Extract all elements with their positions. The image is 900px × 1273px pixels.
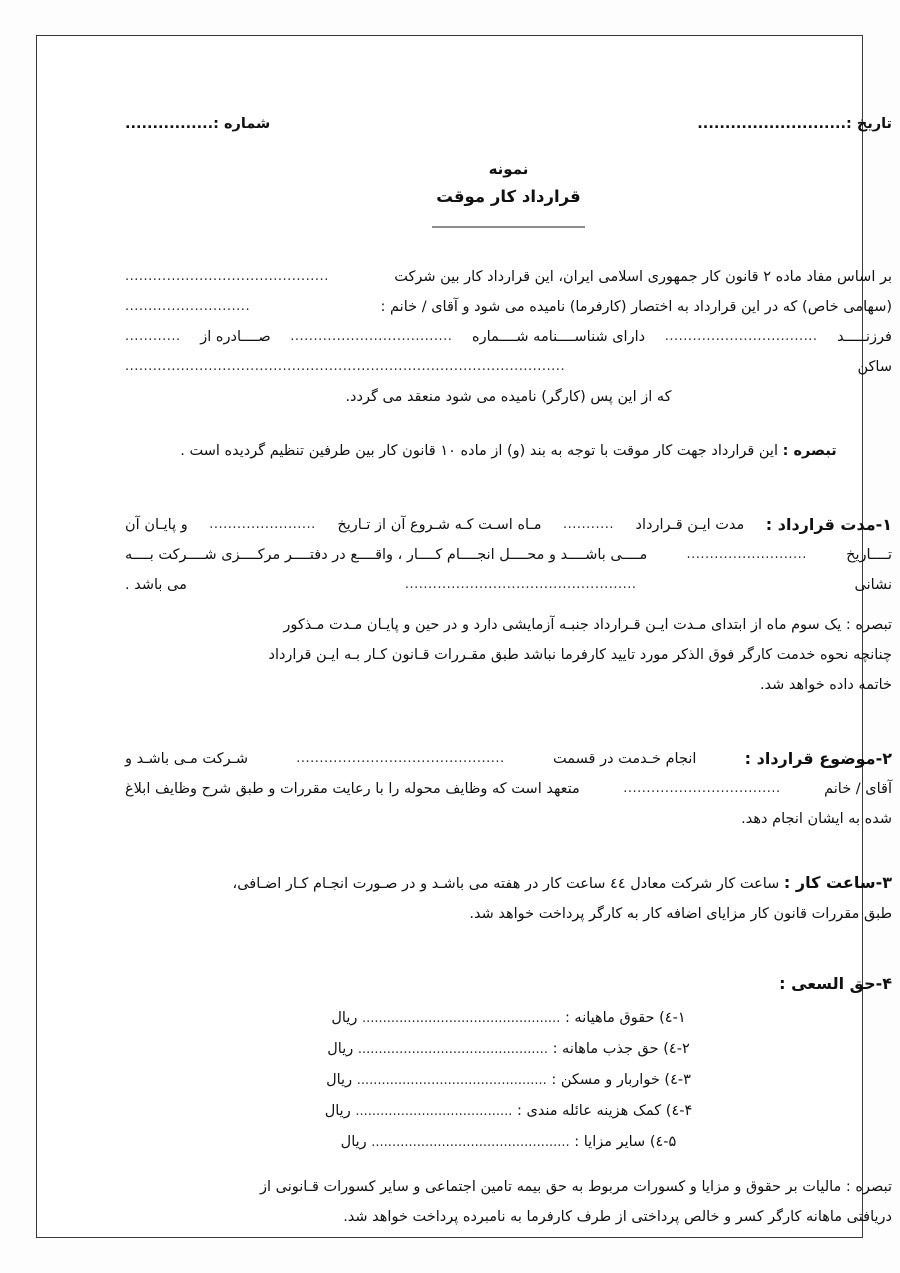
list-item (125, 1127, 892, 1158)
list-item (125, 1003, 892, 1034)
section-4-note-line-2: دریافتی ماهانه کارگر کسر و خالص پرداختی از طرف کارفرما به نامبرده پرداخت خواهد شد. (343, 1209, 892, 1225)
preamble-line-3-issued-label: صــــادره از (200, 329, 271, 345)
preamble-line-3-dots-1: ................................. (664, 329, 818, 344)
document-content (125, 114, 892, 1232)
section-4-item-5-currency: ریال (340, 1134, 367, 1150)
note-top (125, 436, 892, 466)
section-4-note (125, 1172, 892, 1232)
section-4-item-4-dots: ...................................... (355, 1104, 513, 1119)
section-1-address-label: نشانی (854, 577, 892, 593)
preamble-line-3 (125, 322, 892, 352)
page-title: قرارداد کار موقت (436, 187, 581, 206)
section-2-line-1 (125, 744, 892, 774)
section-1-end-label: و پایـان آن (125, 517, 188, 533)
section-3 (125, 868, 892, 929)
section-1-note-line-3: خاتمه داده خواهد شد. (759, 677, 892, 693)
section-3-label: ۳-ساعت کار : (783, 873, 892, 892)
section-1-duration-label: مدت ایـن قـرارداد (635, 517, 745, 533)
section-4-item-4-label: کمک هزینه عائله مندی : (516, 1103, 662, 1119)
section-4-item-1-dots: ................................................ (361, 1011, 561, 1026)
section-2 (125, 744, 892, 834)
section-1-date-label: تــــاریخ (846, 547, 892, 563)
preamble-paragraph (125, 262, 892, 412)
preamble-line-3-parent-label: فرزنـــــد (837, 329, 892, 345)
preamble-line-2-dots: ........................... (125, 299, 251, 314)
section-1-dots-1: ........... (563, 517, 614, 532)
preamble-line-3-dots-3: ............ (125, 329, 181, 344)
preamble-line-3-id-label: دارای شناســــنامه شــــماره (472, 329, 646, 345)
title-divider-rule (432, 226, 585, 228)
document-date-field: تاریخ :........................... (697, 116, 892, 132)
section-2-dots-2: .................................. (623, 781, 781, 796)
document-header-meta (125, 114, 892, 134)
section-4-item-2-number: ۲-٤) (663, 1041, 690, 1057)
section-4-item-3-dots: .............................................. (356, 1073, 547, 1088)
section-1-workplace-text: مــــی باشــــد و محــــل انجــــام کــــار ، واقــــع در دفتــــر مرکــــزی شــــرکت بــــه (125, 547, 648, 563)
section-1-dots-2: ....................... (209, 517, 316, 532)
section-4-item-3-number: ۳-٤) (664, 1072, 691, 1088)
section-4-item-5-dots: ................................................ (371, 1135, 570, 1150)
section-1-line-3 (125, 570, 892, 600)
title-block (125, 156, 892, 228)
page-border-frame (36, 35, 892, 1238)
section-4-item-2-dots: .............................................. (357, 1042, 548, 1057)
section-4-item-2-currency: ریال (327, 1041, 354, 1057)
section-4-item-1-currency: ریال (331, 1010, 358, 1026)
section-1-label: ۱-مدت قرارداد : (765, 515, 892, 534)
section-4-item-1-number: ۱-٤) (659, 1010, 686, 1026)
section-1-start-label: مـاه اسـت کـه شـروع آن از تـاریخ (337, 517, 542, 533)
preamble-line-1 (125, 262, 892, 292)
section-1-line-1 (125, 510, 892, 540)
section-4-item-3-label: خواربار و مسکن : (551, 1072, 660, 1088)
section-3-line-2: طبق مقررات قانون کار مزایای اضافه کار به کارگر پرداخت خواهد شد. (469, 906, 892, 922)
section-1-dots-4: .................................................. (404, 577, 637, 592)
note-top-line (125, 436, 892, 466)
preamble-line-4 (125, 352, 892, 382)
preamble-line-3-dots-2: ................................... (290, 329, 453, 344)
preamble-line-2 (125, 292, 892, 322)
preamble-line-1-text: بر اساس مفاد ماده ۲ قانون کار جمهوری اسلامی ایران، این قرارداد کار بین شرکت (394, 269, 892, 285)
preamble-line-4-dots: ............................................................................................... (125, 359, 566, 374)
section-2-duties-text: متعهد است که وظایف محوله را با رعایت مقررات و طبق شرح وظایف ابلاغ (125, 781, 580, 797)
section-2-line-3: شده به ایشان انجام دهد. (741, 811, 892, 827)
section-1-note (125, 610, 892, 700)
section-3-line-1 (125, 868, 892, 899)
note-top-text: این قرارداد جهت کار موقت با توجه به بند (و) از ماده ۱۰ قانون کار بین طرفین تنظیم گردیده است . (180, 443, 778, 459)
section-4-item-3-currency: ریال (326, 1072, 353, 1088)
section-4-item-5-number: ۵-٤) (649, 1134, 677, 1150)
section-2-label: ۲-موضوع قرارداد : (744, 749, 892, 768)
preamble-line-5: که از این پس (کارگر) نامیده می شود منعقد می گردد. (345, 389, 672, 405)
preamble-line-4-residence-label: ساکن (857, 359, 892, 375)
section-1 (125, 510, 892, 600)
section-4-list (125, 1003, 892, 1158)
section-4-item-5-label: سایر مزایا : (574, 1134, 646, 1150)
section-1-line-2 (125, 540, 892, 570)
section-4-item-2-label: حق جذب ماهانه : (552, 1041, 659, 1057)
section-4-item-1-label: حقوق ماهیانه : (564, 1010, 655, 1026)
section-4-item-4-number: ۴-٤) (665, 1103, 693, 1119)
section-2-service-label: انجام خـدمت در قسمت (552, 751, 697, 767)
title-eyebrow: نمونه (488, 160, 529, 178)
list-item (125, 1065, 892, 1096)
section-2-line-2 (125, 774, 892, 804)
document-number-field: شماره :................ (125, 116, 271, 132)
list-item (125, 1034, 892, 1065)
section-2-person-label: آقای / خانم (824, 781, 892, 797)
section-1-note-line-2: چنانچه نحوه خدمت کارگر فوق الذکر مورد تایید کارفرما نباشد طبق مقـررات قـانون کـار بـه ایـن قرارداد (268, 647, 892, 663)
preamble-line-1-dots: ............................................ (125, 269, 329, 284)
section-4-item-4-currency: ریال (324, 1103, 351, 1119)
section-3-hours-text: ساعت کار شرکت معادل ٤٤ ساعت کار در هفته می باشـد و در صـورت انجـام کـار اضـافی، (232, 876, 780, 892)
section-1-note-line-1: تبصره : یک سوم ماه از ابتدای مـدت ایـن قـرارداد جنبـه آزمایشی دارد و در حین و پایـان مـدت مـذکور (283, 617, 892, 633)
section-1-dots-3: .......................... (686, 547, 807, 562)
preamble-line-2-text: (سهامی خاص) که در این قرارداد به اختصار (کارفرما) نامیده می شود و آقای / خانم : (380, 299, 892, 315)
section-2-company-suffix: شـرکت مـی باشـد و (125, 751, 248, 767)
note-top-label: تبصره : (782, 443, 837, 459)
section-4-note-line-1: تبصره : مالیات بر حقوق و مزایا و کسورات مربوط به حق بیمه تامین اجتماعی و سایر کسورات قـانونی از (260, 1179, 892, 1195)
section-1-address-suffix: می باشد . (125, 577, 187, 593)
section-2-dots-1: ............................................. (296, 751, 505, 766)
section-4-heading: ۴-حق السعی : (779, 974, 892, 993)
list-item (125, 1096, 892, 1127)
